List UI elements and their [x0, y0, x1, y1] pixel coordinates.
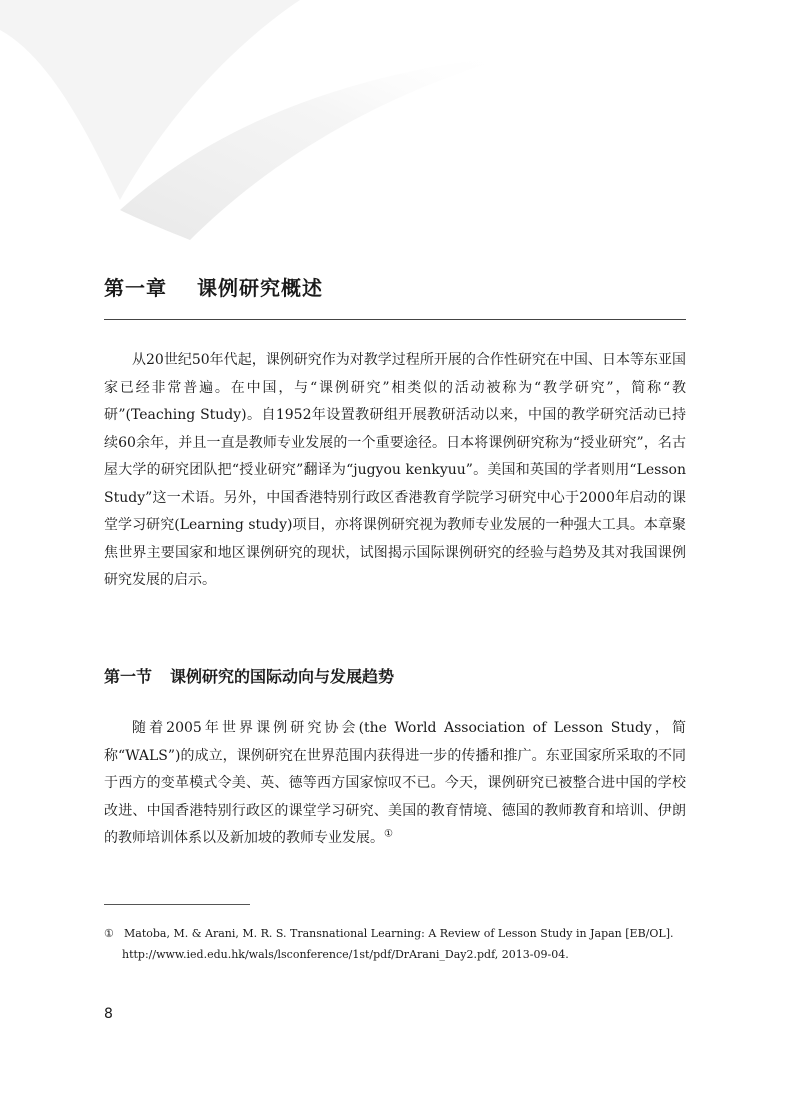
footnote-text: Matoba, M. & Arani, M. R. S. Transnational Learning: A Review of Lesson Study in Japan [EB/OL]. [124, 927, 674, 940]
section-name: 课例研究的国际动向与发展趋势 [170, 667, 395, 686]
footnote-url[interactable]: http://www.ied.edu.hk/wals/lsconference/1st/pdf/DrArani_Day2.pdf, 2013-09-04. [122, 948, 569, 961]
chapter-title [104, 272, 323, 301]
decorative-swoosh [0, 0, 790, 300]
chapter-number: 第一章 [104, 276, 167, 300]
footnote-reference[interactable]: ① [384, 828, 393, 840]
footnote-mark: ① [104, 927, 114, 940]
section-paragraph [104, 715, 686, 853]
intro-paragraph: 从20世纪50年代起，课例研究作为对教学过程所开展的合作性研究在中国、日本等东亚国家已经非常普遍。在中国，与“课例研究”相类似的活动被称为“教学研究”，简称“教研”(Teaching Study)。自1952年设置教研组开展教研活动以来，中国的教学研究活动已持续60余年，并且一直是教师专业发展的一个重要途径。日本将课例研究称为“授业研究”，名古屋大学的研究团队把“授业研究”翻译为“jugyou kenkyuu”。美国和英国的学者则用“Lesson Study”这一术语。另外，中国香港特别行政区香港教育学院学习研究中心于2000年启动的课堂学习研究(Learning study)项目，亦将课例研究视为教师专业发展的一种强大工具。本章聚焦世界主要国家和地区课例研究的现状，试图揭示国际课例研究的经验与趋势及其对我国课例研究发展的启示。 [104, 352, 686, 588]
page-number: 8 [104, 1006, 113, 1022]
footnote [104, 923, 686, 965]
section-paragraph-text: 随着2005年世界课例研究协会(the World Association of Lesson Study，简称“WALS”)的成立，课例研究在世界范围内获得进一步的传播和推广。东亚国家所采取的不同于西方的变革模式令美、英、德等西方国家惊叹不已。今天，课例研究已被整合进中国的学校改进、中国香港特别行政区的课堂学习研究、美国的教育情境、德国的教师教育和培训、伊朗的教师培训体系以及新加坡的教师专业发展。 [104, 720, 686, 846]
chapter-divider [104, 319, 686, 320]
section-number: 第一节 [104, 667, 153, 686]
section-title [104, 664, 394, 687]
chapter-name: 课例研究概述 [197, 276, 323, 300]
footnote-divider [104, 904, 250, 905]
